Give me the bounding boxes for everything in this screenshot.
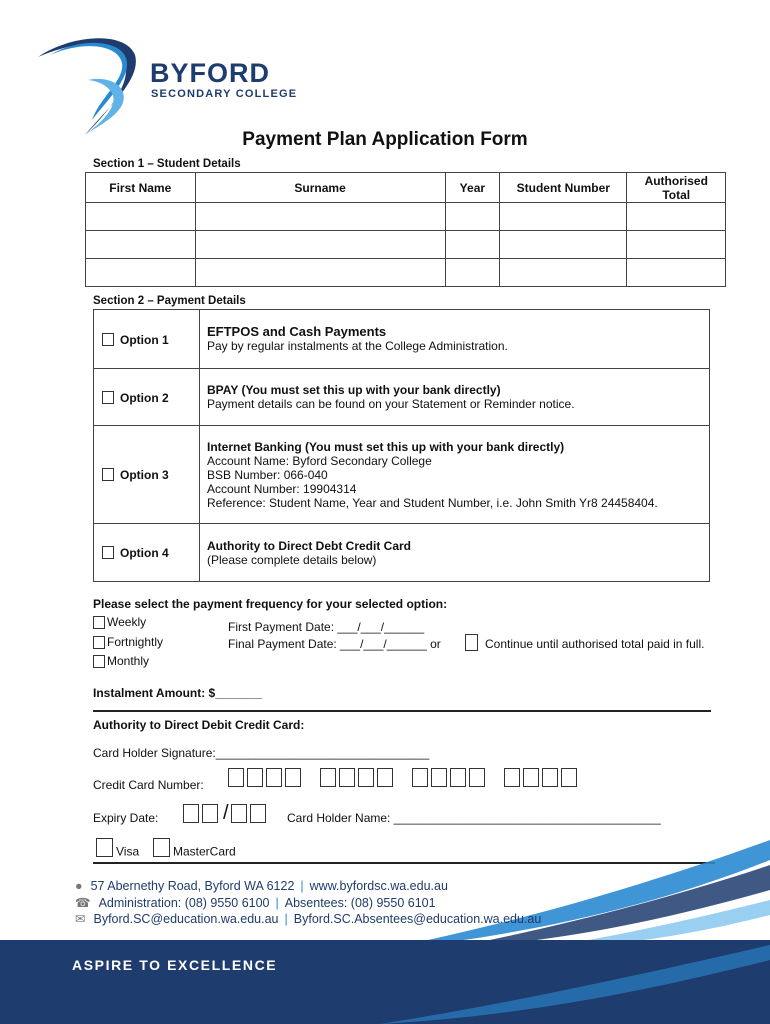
brand-subtitle: SECONDARY COLLEGE bbox=[151, 88, 298, 100]
col-authorised-total: Authorised Total bbox=[627, 173, 726, 203]
card-holder-name[interactable]: Card Holder Name: ________________________________________ bbox=[287, 811, 661, 825]
option3-line: Account Number: 19904314 bbox=[207, 481, 357, 496]
option3-line: Reference: Student Name, Year and Student Number, i.e. John Smith Yr8 24458404. bbox=[207, 495, 658, 510]
first-name-cell[interactable] bbox=[86, 231, 196, 259]
option2-checkbox[interactable] bbox=[102, 391, 114, 404]
col-year: Year bbox=[445, 173, 499, 203]
option3-line: Account Name: Byford Secondary College bbox=[207, 453, 432, 468]
option4-label: Option 4 bbox=[120, 545, 169, 560]
student-number-cell[interactable] bbox=[500, 203, 627, 231]
footer-address: 57 Abernethy Road, Byford WA 6122 bbox=[90, 879, 295, 893]
footer-website[interactable]: www.byfordsc.wa.edu.au bbox=[309, 879, 448, 893]
table-row bbox=[86, 259, 726, 287]
frequency-monthly[interactable] bbox=[93, 654, 149, 668]
option3-label: Option 3 bbox=[120, 467, 169, 482]
fortnightly-checkbox[interactable] bbox=[93, 636, 105, 649]
frequency-fortnightly[interactable] bbox=[93, 635, 163, 649]
mastercard-option[interactable] bbox=[153, 838, 236, 859]
option1-line: Pay by regular instalments at the College Administration. bbox=[207, 339, 508, 353]
page-title: Payment Plan Application Form bbox=[242, 129, 528, 150]
option4-line: (Please complete details below) bbox=[207, 552, 377, 567]
card-number-label: Credit Card Number: bbox=[93, 778, 204, 792]
footer-separator: | bbox=[300, 879, 304, 893]
option4-title: Authority to Direct Debt Credit Card bbox=[207, 538, 412, 553]
option-row bbox=[94, 369, 710, 426]
option1-label: Option 1 bbox=[120, 332, 169, 347]
option-row bbox=[94, 426, 710, 524]
payment-options-table bbox=[93, 309, 710, 582]
option1-checkbox[interactable] bbox=[102, 333, 114, 346]
section1-label: Section 1 – Student Details bbox=[93, 158, 241, 170]
footer-separator: | bbox=[275, 896, 279, 910]
continue-checkbox[interactable] bbox=[465, 634, 478, 651]
tagline: ASPIRE TO EXCELLENCE bbox=[72, 957, 278, 973]
student-number-cell[interactable] bbox=[500, 259, 627, 287]
table-row bbox=[86, 231, 726, 259]
section2-label: Section 2 – Payment Details bbox=[93, 295, 246, 307]
monthly-label: Monthly bbox=[107, 654, 150, 668]
option4-cell[interactable] bbox=[94, 524, 200, 582]
authorised-total-cell[interactable] bbox=[627, 259, 726, 287]
final-payment-date[interactable]: Final Payment Date: ___/___/______ or bbox=[228, 637, 441, 651]
col-student-number: Student Number bbox=[500, 173, 627, 203]
expiry-boxes[interactable] bbox=[183, 802, 269, 825]
card-number-boxes[interactable] bbox=[228, 768, 580, 787]
brand-name: BYFORD bbox=[150, 58, 270, 88]
band-swoosh bbox=[380, 940, 770, 1024]
continue-label: Continue until authorised total paid in full. bbox=[485, 637, 705, 651]
surname-cell[interactable] bbox=[195, 203, 445, 231]
option-row bbox=[94, 524, 710, 582]
instalment-amount[interactable]: Instalment Amount: $_______ bbox=[93, 686, 262, 700]
option2-label: Option 2 bbox=[120, 390, 169, 405]
mail-icon: ✉ bbox=[75, 912, 86, 926]
option-row bbox=[94, 310, 710, 369]
footer-row-emails bbox=[75, 911, 541, 926]
first-payment-date[interactable]: First Payment Date: ___/___/______ bbox=[228, 620, 425, 634]
visa-checkbox[interactable] bbox=[96, 838, 113, 857]
surname-cell[interactable] bbox=[195, 231, 445, 259]
expiry-label: Expiry Date: bbox=[93, 811, 159, 825]
option2-title: BPAY (You must set this up with your bank directly) bbox=[207, 383, 501, 397]
mastercard-checkbox[interactable] bbox=[153, 838, 170, 857]
monthly-checkbox[interactable] bbox=[93, 655, 105, 668]
option3-cell[interactable] bbox=[94, 426, 200, 524]
authorised-total-cell[interactable] bbox=[627, 231, 726, 259]
option3-checkbox[interactable] bbox=[102, 468, 114, 481]
student-number-cell[interactable] bbox=[500, 231, 627, 259]
footer-admin-phone: Administration: (08) 9550 6100 bbox=[98, 896, 270, 910]
frequency-weekly[interactable] bbox=[93, 615, 146, 629]
card-holder-signature[interactable]: Card Holder Signature:________________________________ bbox=[93, 746, 430, 760]
year-cell[interactable] bbox=[445, 231, 499, 259]
weekly-checkbox[interactable] bbox=[93, 616, 105, 629]
footer-email[interactable]: Byford.SC@education.wa.edu.au bbox=[93, 912, 279, 926]
footer-absentees-email[interactable]: Byford.SC.Absentees@education.wa.edu.au bbox=[293, 912, 542, 926]
weekly-label: Weekly bbox=[107, 615, 147, 629]
footer-row-phones bbox=[75, 895, 436, 910]
option4-checkbox[interactable] bbox=[102, 546, 114, 559]
location-pin-icon: ● bbox=[75, 879, 83, 893]
option3-line: BSB Number: 066-040 bbox=[207, 467, 328, 482]
visa-label: Visa bbox=[116, 844, 140, 859]
expiry-slash: / bbox=[223, 802, 229, 824]
option3-title: Internet Banking (You must set this up with your bank directly) bbox=[207, 439, 565, 454]
visa-option[interactable] bbox=[96, 838, 139, 859]
footer-separator: | bbox=[284, 912, 288, 926]
option2-line: Payment details can be found on your Statement or Reminder notice. bbox=[207, 397, 575, 411]
option2-cell[interactable] bbox=[94, 369, 200, 426]
option1-cell[interactable] bbox=[94, 310, 200, 369]
student-details-table bbox=[85, 172, 726, 287]
authority-title: Authority to Direct Debit Credit Card: bbox=[93, 718, 305, 732]
phone-icon: ☎ bbox=[75, 896, 91, 910]
first-name-cell[interactable] bbox=[86, 259, 196, 287]
table-row bbox=[86, 203, 726, 231]
year-cell[interactable] bbox=[445, 259, 499, 287]
divider bbox=[93, 710, 711, 712]
footer-absentees-phone: Absentees: (08) 9550 6101 bbox=[284, 896, 436, 910]
frequency-title: Please select the payment frequency for your selected option: bbox=[93, 597, 448, 611]
col-surname: Surname bbox=[195, 173, 445, 203]
year-cell[interactable] bbox=[445, 203, 499, 231]
mastercard-label: MasterCard bbox=[173, 844, 236, 859]
fortnightly-label: Fortnightly bbox=[107, 635, 164, 649]
first-name-cell[interactable] bbox=[86, 203, 196, 231]
col-first-name: First Name bbox=[86, 173, 196, 203]
option1-title: EFTPOS and Cash Payments bbox=[207, 324, 387, 339]
authorised-total-cell[interactable] bbox=[627, 203, 726, 231]
footer-row-address bbox=[75, 879, 448, 893]
surname-cell[interactable] bbox=[195, 259, 445, 287]
